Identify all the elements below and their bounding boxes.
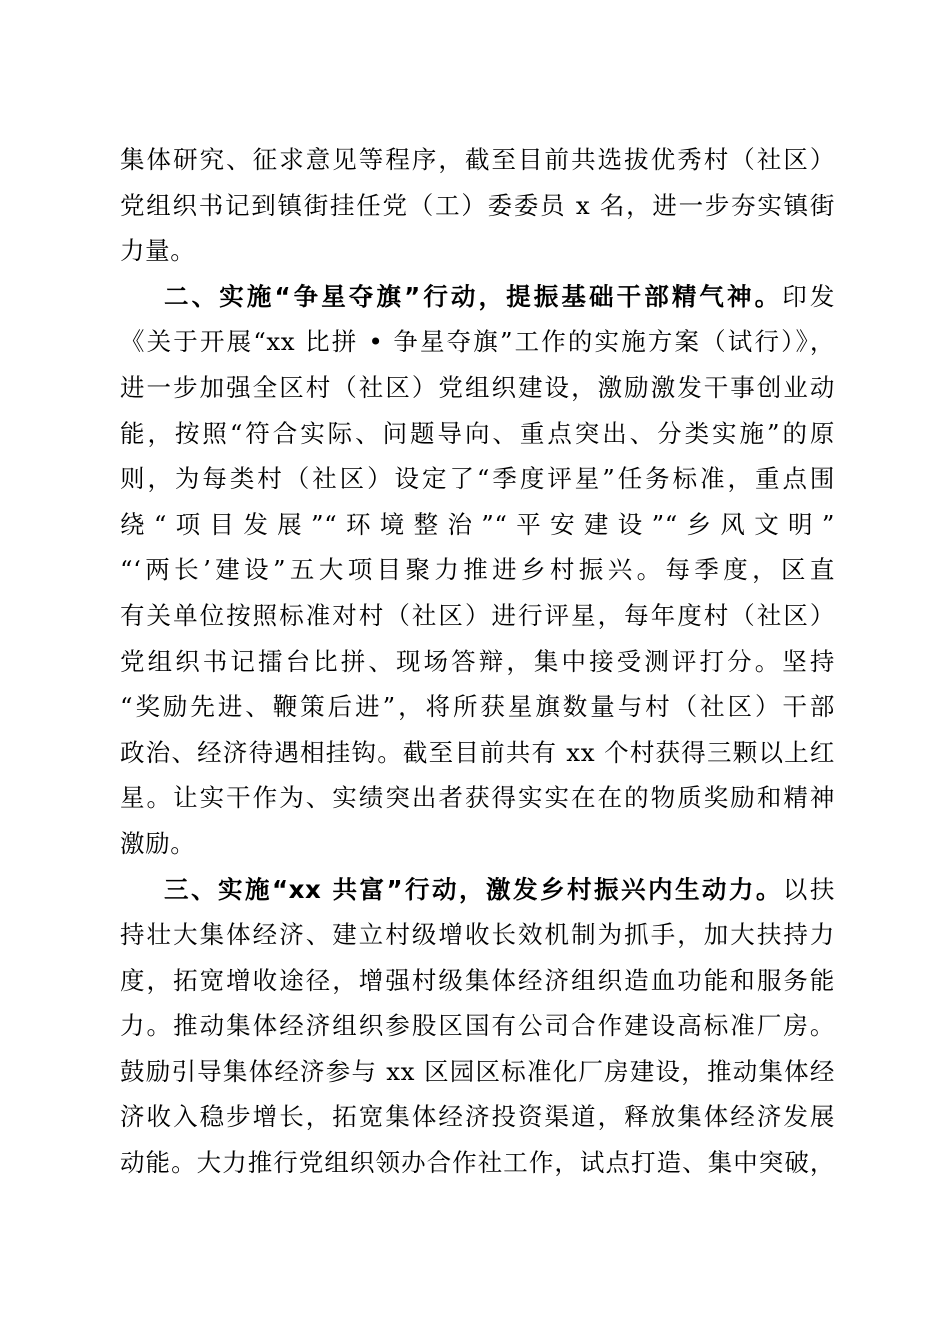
text-line: 鼓励引导集体经济参与 xx 区园区标准化厂房建设，推动集体经 xyxy=(120,1056,835,1086)
text-line: 党组织书记擂台比拼、现场答辩，集中接受测评打分。坚持 xyxy=(120,646,835,676)
paragraph-1 xyxy=(120,137,835,274)
heading-line-rest: 印发 xyxy=(782,281,835,311)
document-page xyxy=(120,137,835,1186)
text-line: 持壮大集体经济、建立村级增收长效机制为抓手，加大扶持力 xyxy=(120,920,835,950)
text-line: 则，为每类村（社区）设定了“季度评星”任务标准，重点围 xyxy=(120,464,835,494)
section-heading-line xyxy=(120,274,835,320)
text-line: 进一步加强全区村（社区）党组织建设，激励激发干事创业动 xyxy=(120,372,835,402)
text-line: 激励。 xyxy=(120,828,196,858)
section-heading: 二、实施“争星夺旗”行动，提振基础干部精气神。 xyxy=(164,281,783,311)
text-line: 绕“项目发展”“环境整治”“平安建设”“乡风文明” xyxy=(120,509,835,539)
text-line: 动能。大力推行党组织领办合作社工作，试点打造、集中突破， xyxy=(120,1148,835,1178)
text-line: 《关于开展“xx 比拼 • 争星夺旗”工作的实施方案（试行）》， xyxy=(120,327,835,357)
text-line: 星。让实干作为、实绩突出者获得实实在在的物质奖励和精神 xyxy=(120,783,835,813)
paragraph-2 xyxy=(120,274,835,867)
text-line: 度，拓宽增收途径，增强村级集体经济组织造血功能和服务能 xyxy=(120,965,835,995)
text-line: “‘两长’建设”五大项目聚力推进乡村振兴。每季度，区直 xyxy=(120,555,835,585)
section-heading-line xyxy=(120,867,835,913)
text-line: 济收入稳步增长，拓宽集体经济投资渠道，释放集体经济发展 xyxy=(120,1102,835,1132)
text-line: 力量。 xyxy=(120,236,196,266)
text-line: “奖励先进、鞭策后进”，将所获星旗数量与村（社区）干部 xyxy=(120,692,835,722)
text-line: 能，按照“符合实际、问题导向、重点突出、分类实施”的原 xyxy=(120,418,835,448)
heading-line-rest: 以扶 xyxy=(782,874,835,904)
paragraph-3 xyxy=(120,867,835,1186)
text-line: 党组织书记到镇街挂任党（工）委委员 x 名，进一步夯实镇街 xyxy=(120,190,835,220)
text-line: 力。推动集体经济组织参股区国有公司合作建设高标准厂房。 xyxy=(120,1011,835,1041)
text-line: 有关单位按照标准对村（社区）进行评星，每年度村（社区） xyxy=(120,600,835,630)
text-line: 政治、经济待遇相挂钩。截至目前共有 xx 个村获得三颗以上红 xyxy=(120,737,835,767)
text-line: 集体研究、征求意见等程序，截至目前共选拔优秀村（社区） xyxy=(120,145,835,174)
section-heading: 三、实施“xx 共富”行动，激发乡村振兴内生动力。 xyxy=(164,874,783,904)
